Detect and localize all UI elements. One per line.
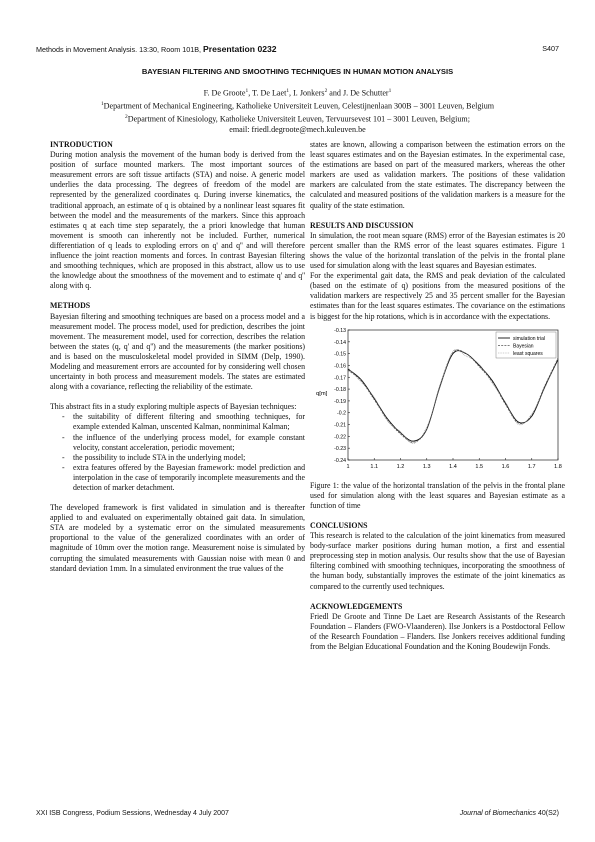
author-line: F. De Groote$^1$, T. De Laet$^1$, I. Jonkers$^2$ and J. De Schutter$^1$ — [203, 88, 392, 98]
page-footer — [36, 810, 559, 820]
author-block — [36, 86, 559, 136]
affiliation-1-mark: 1 — [100, 101, 104, 108]
affiliation-2-mark: 2 — [125, 114, 128, 121]
results-text-2: For the experimental gait data, the RMS and peak deviation of the calculated (based on the estimate of q) positions from the measured positions of the validation markers are respectively 25 and 35 percent smaller for the Bayesian estimates than for the least squares estimates. The covariance on the estimations is biggest for the hip rotations, which is in accordance with the expectations. — [310, 271, 565, 321]
list-item: - extra features offered by the Bayesian framework: model prediction and interpolation in the case of temporarily incomplete measurements and the detection of marker detachment. — [62, 463, 305, 493]
y-tick-label: -0.23 — [334, 445, 346, 452]
y-tick-label: -0.16 — [334, 363, 346, 370]
presentation-number: Presentation 0232 — [203, 44, 277, 54]
figure-caption: Figure 1: the value of the horizontal translation of the pelvis in the frontal plane used for simulation along with the least squares and Bayesian estimate as a function of time — [310, 480, 565, 510]
list-item: - the possibility to include STA in the underlying model; — [62, 453, 305, 463]
acknowledgements-text: Friedl De Groote and Tinne De Laet are Research Assistants of the Research Foundation – Flanders (FWO-Vlaanderen). Ilse Jonkers is a Postdoctoral Fellow of the Research Foundation – Flanders. Ilse Jonkers receives additional funding from the Belgian Educational Foundation and the Koning Boudewijn Fonds. — [310, 611, 565, 651]
author-1: F. De Groote — [203, 88, 246, 98]
x-tick-label: 1 — [346, 463, 350, 470]
y-tick-label: -0.14 — [334, 339, 346, 346]
right-column-flow — [310, 140, 565, 652]
methods-text: Bayesian filtering and smoothing techniques are based on a process model and a measurement model. The process model, used for prediction, describes the joint movement. The measurement model, used for correction, describes the relation between the states (q, q' and q'') and the measurements (the marker positions) and is based on the musculoskeletal model provided in SIMM (Delp, 1990). Modeling and measurement errors are accounted for by considering well chosen uncertainty in both process and measurement models. The states are estimated along with a covariance, reflecting the reliability of the estimate. — [50, 311, 305, 392]
y-tick-label: -0.24 — [334, 457, 346, 464]
x-tick-label: 1.7 — [527, 463, 536, 470]
email: email: friedl.degroote@mech.kuleuven.be — [229, 125, 366, 135]
y-tick-label: -0.21 — [334, 422, 346, 429]
journal-volume: 40(S2) — [537, 810, 559, 817]
x-tick-label: 1.1 — [370, 463, 379, 470]
conclusions-text: This research is related to the calculation of the joint kinematics from measured body-surface marker positions during human motion, a first and essential preprocessing step in motion analysis. Our results show that the use of Bayesian filtering combined with smoothing techniques, incorporating the smoothness of the human body, substantially improves the estimate of the joint kinematics as compared to the currently used techniques. — [310, 531, 565, 591]
header-meta — [36, 44, 277, 54]
legend-label: least squares — [513, 350, 543, 357]
x-tick-label: 1.8 — [554, 463, 562, 470]
y-tick-label: -0.2 — [337, 410, 346, 417]
list-item: - the suitability of different filtering and smoothing techniques, for example extended Kalman, unscented Kalman, nonminimal Kalman; — [62, 412, 305, 432]
affiliation-2-text: Department of Kinesiology, Katholieke Universiteit Leuven, Tervuursevest 101 – 3001 Leuven, Belgium; — [127, 114, 470, 124]
y-tick-label: -0.22 — [334, 433, 346, 440]
page-number: S407 — [542, 44, 559, 53]
author-4-affil: 1 — [388, 88, 392, 94]
affiliation-2 — [36, 112, 559, 125]
y-tick-label: -0.17 — [334, 374, 346, 381]
results-heading: RESULTS AND DISCUSSION — [310, 220, 414, 230]
author-3-affil: 2 — [324, 88, 328, 94]
y-tick-label: -0.18 — [334, 386, 346, 393]
author-4: J. De Schutter — [343, 88, 389, 98]
framework-text: The developed framework is first validated in simulation and is thereafter applied to and evaluated on experimentally obtained gait data. In simulation, STA are modeled by a systematic error on the simulated measurements proportional to the value of the generalized coordinates with an order of magnitude of 10mm over the motion range. Measurement noise is simulated by corrupting the simulated measurements with Gaussian noise with mean 0 and standard deviation 1mm. In a simulated environment the true values of the — [50, 503, 305, 573]
footer-journal — [460, 810, 559, 817]
affiliation-1-text: Department of Mechanical Engineering, Katholieke Universiteit Leuven, Celestijnenlaan 300B – 3001 Leuven, Belgium — [103, 101, 495, 111]
author-2-affil: 1 — [286, 88, 290, 94]
footer-congress: XXI ISB Congress, Podium Sessions, Wednesday 4 July 2007 — [36, 810, 229, 817]
results-text-1: In simulation, the root mean square (RMS) error of the Bayesian estimates is 20 percent smaller than the RMS error of the least squares estimates. Figure 1 shows the value of the horizontal translation of the pelvis in the frontal plane used for simulation along with the least squares and Bayesian estimates. — [310, 230, 565, 271]
author-1-affil: 1 — [245, 88, 249, 94]
legend-label: Bayesian — [513, 343, 534, 350]
y-axis-label: q[m] — [316, 390, 328, 397]
x-tick-label: 1.5 — [475, 463, 484, 470]
page-header — [36, 42, 559, 56]
author-2: T. De Laet — [252, 88, 287, 98]
intro-heading: INTRODUCTION — [50, 140, 113, 149]
x-tick-label: 1.2 — [396, 463, 405, 470]
framework-text-continued: states are known, allowing a comparison between the estimation errors on the least squares estimates and on the Bayesian estimates. In the experimental case, the estimations are based on part of the measured markers, whereas the other markers are used as validation markers. The positions of these validation markers are calculated from the state estimates. The discrepancy between the calculated and measured positions of the validation markers is a measure for the quality of the state estimation. — [310, 140, 565, 210]
study-intro: This abstract fits in a study exploring multiple aspects of Bayesian techniques: — [50, 402, 297, 412]
author-3: I. Jonkers — [293, 88, 325, 98]
figure-1-chart — [310, 324, 565, 474]
affiliation-1 — [36, 99, 559, 112]
bullet-list — [50, 412, 305, 493]
list-item: - the influence of the underlying process model, for example constant velocity, constant acceleration, periodic movement; — [62, 433, 305, 453]
left-column — [50, 140, 305, 574]
y-tick-label: -0.13 — [334, 327, 346, 334]
journal-name: Journal of Biomechanics — [459, 810, 537, 817]
y-tick-label: -0.19 — [334, 398, 346, 405]
conclusions-heading: CONCLUSIONS — [310, 520, 368, 530]
methods-heading: METHODS — [50, 301, 91, 311]
x-tick-label: 1.4 — [449, 463, 457, 470]
x-tick-label: 1.3 — [422, 463, 431, 470]
paper-title: BAYESIAN FILTERING AND SMOOTHING TECHNIQUES IN HUMAN MOTION ANALYSIS — [141, 67, 454, 76]
x-tick-label: 1.6 — [501, 463, 510, 470]
y-tick-label: -0.15 — [334, 351, 346, 358]
legend-label: simulation trial — [513, 335, 545, 342]
header-meta-text: Methods in Movement Analysis. 13:30, Room 101B, — [36, 45, 201, 54]
intro-text: During motion analysis the movement of the human body is derived from the position of surface mounted markers. The most important sources of measurement errors are soft tissue artifacts (STA) and noise. A generic model underlies the data processing. The degrees of freedom of the model are represented by the generalized coordinates q. During inverse kinematics, the traditional approach, an estimate of q is obtained by a nonlinear least squares fit between the model and the measurements of the markers. Since this approach estimates q at each time step separately, the a priori knowledge that human movement is smooth can inherently not be included. Further, numerical differentiation of q leads to exploding errors on q' and q'' and will therefore influence the joint reaction moments and forces. In contrast Bayesian filtering and smoothing techniques, which are proposed in this abstract, allow us to use the knowledge about the smoothness of the movement and to estimate q' and q'' along with q. — [50, 150, 305, 291]
acknowledgements-heading: ACKNOWLEDGEMENTS — [310, 601, 403, 611]
